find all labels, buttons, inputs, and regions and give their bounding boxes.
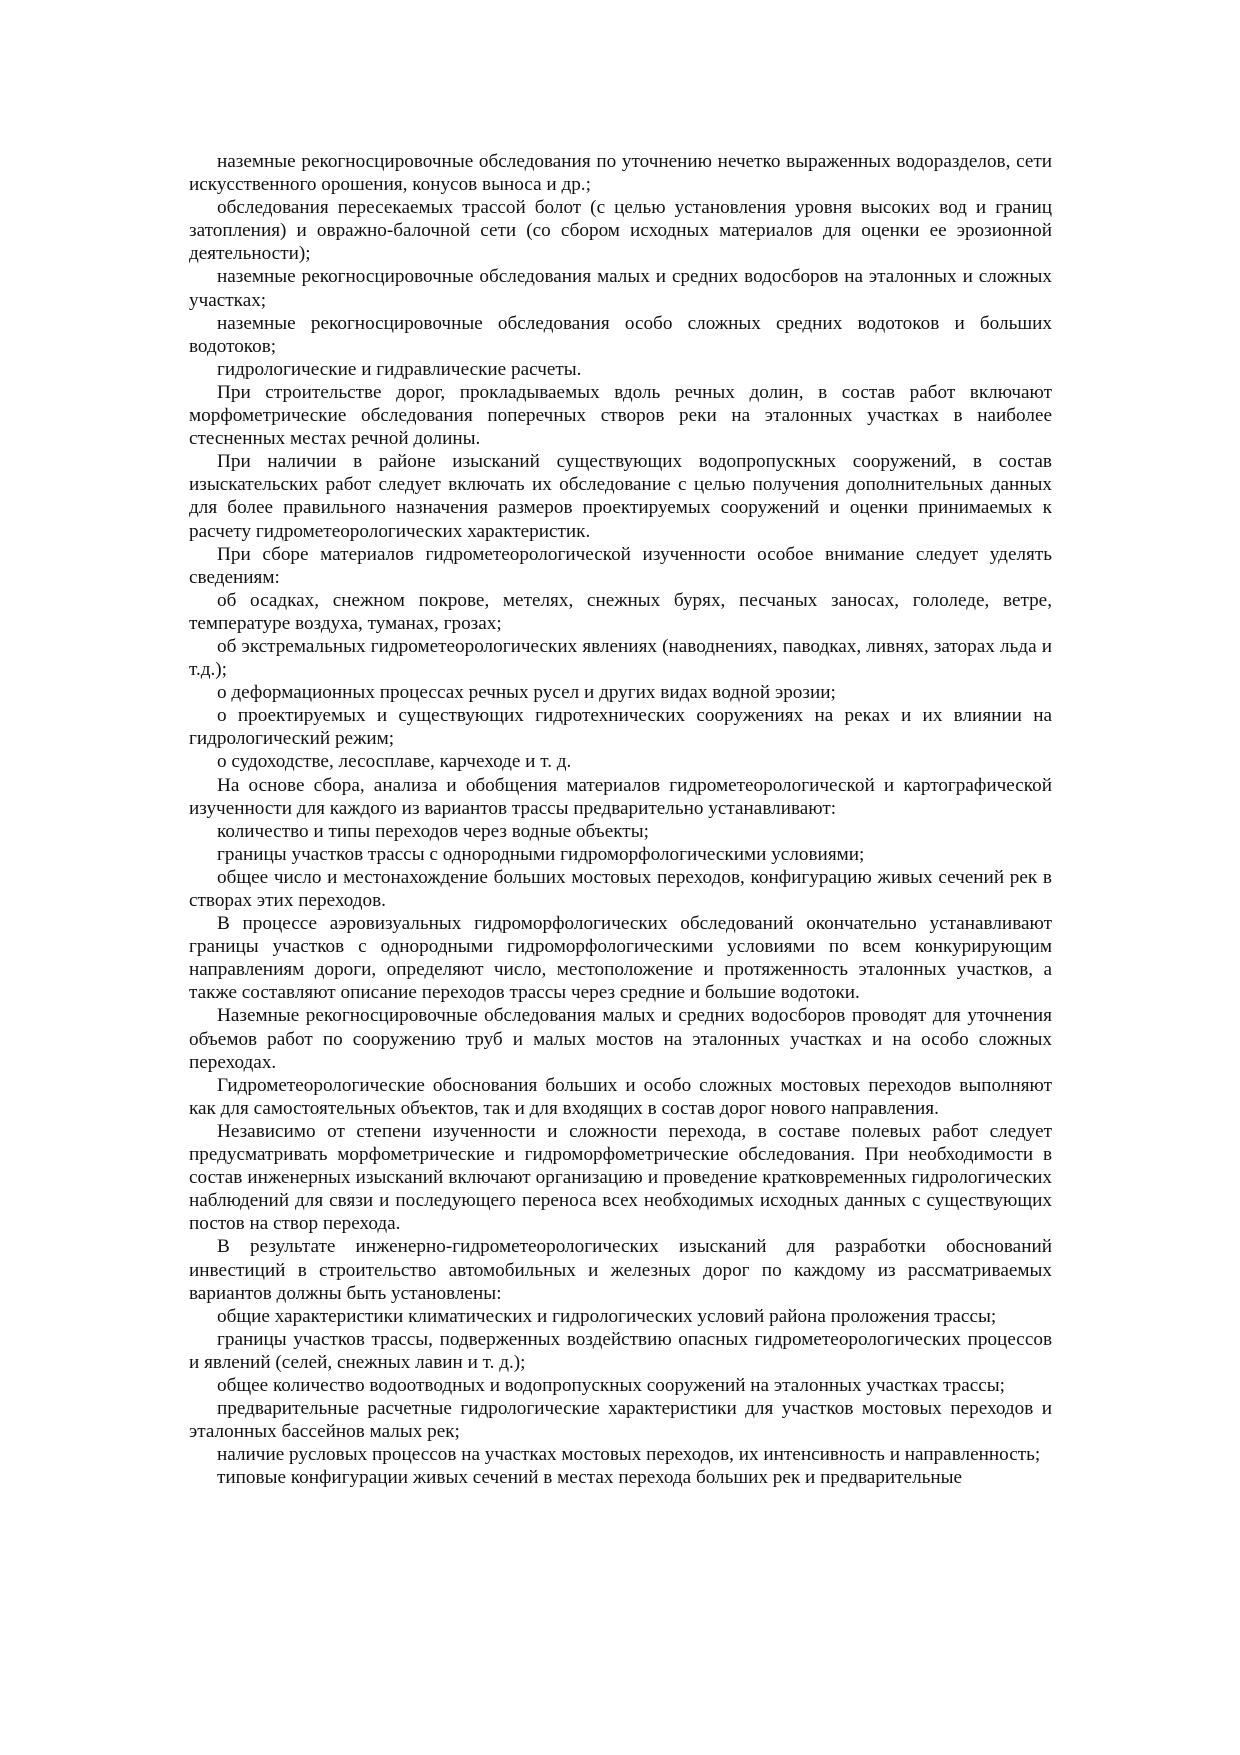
paragraph: предварительные расчетные гидрологические характеристики для участков мостовых переходов и эталонных бассейнов малых рек; [189, 1398, 1052, 1443]
paragraph: Гидрометеорологические обоснования больших и особо сложных мостовых переходов выполняют как для самостоятельных объектов, так и для входящих в состав дорог нового направления. [189, 1074, 1052, 1119]
paragraph: обследования пересекаемых трассой болот (с целью установления уровня высоких вод и границ затопления) и овражно-балочной сети (со сбором исходных материалов для оценки ее эрозионной деятельности); [189, 197, 1052, 265]
paragraph: Независимо от степени изученности и сложности перехода, в составе полевых работ следует предусматривать морфометрические и гидроморфометрические обследования. При необходимости в состав инженерных изысканий включают организацию и проведение кратковременных гидрологических наблюдений для связи и последующего переноса всех необходимых исходных данных с существующих постов на створ перехода. [189, 1120, 1052, 1235]
paragraph: наземные рекогносцировочные обследования по уточнению нечетко выраженных водоразделов, сети искусственного орошения, конусов выноса и др.; [189, 151, 1052, 196]
paragraph: наличие русловых процессов на участках мостовых переходов, их интенсивность и направленность; [217, 1444, 1041, 1466]
paragraph: общие характеристики климатических и гидрологических условий района проложения трассы; [217, 1305, 997, 1327]
paragraph: количество и типы переходов через водные объекты; [217, 820, 649, 842]
paragraph: об экстремальных гидрометеорологических явлениях (наводнениях, паводках, ливнях, заторах льда и т.д.); [189, 635, 1052, 681]
paragraph: о проектируемых и существующих гидротехнических сооружениях на реках и их влиянии на гидрологический режим; [189, 705, 1052, 750]
paragraph: При сборе материалов гидрометеорологической изученности особое внимание следует уделять сведениям: [189, 543, 1052, 588]
paragraph: В результате инженерно-гидрометеорологических изысканий для разработки обоснований инвестиций в строительство автомобильных и железных дорог по каждому из рассматриваемых вариантов должны быть установлены: [189, 1236, 1052, 1304]
paragraph: Наземные рекогносцировочные обследования малых и средних водосборов проводят для уточнения объемов работ по сооружению труб и малых мостов на эталонных участках и на особо сложных переходах. [189, 1005, 1052, 1073]
paragraph: гидрологические и гидравлические расчеты. [217, 358, 582, 380]
paragraph: границы участков трассы, подверженных воздействию опасных гидрометеорологических процессов и явлений (селей, снежных лавин и т. д.); [189, 1328, 1052, 1373]
paragraph: о деформационных процессах речных русел и других видах водной эрозии; [217, 682, 836, 704]
paragraph: границы участков трассы с однородными гидроморфологическими условиями; [217, 843, 865, 865]
paragraph: При наличии в районе изысканий существующих водопропускных сооружений, в состав изыскательских работ следует включать их обследование с целью получения дополнительных данных для более правильного назначения размеров проектируемых сооружений и оценки принимаемых к расчету гидрометеорологических характеристик. [189, 451, 1052, 542]
paragraph: о судоходстве, лесосплаве, карчеходе и т. д. [217, 751, 572, 773]
paragraph: об осадках, снежном покрове, метелях, снежных бурях, песчаных заносах, гололеде, ветре, температуре воздуха, туманах, грозах; [189, 589, 1052, 634]
paragraph: При строительстве дорог, прокладываемых вдоль речных долин, в состав работ включают морфометрические обследования поперечных створов реки на эталонных участках в наиболее стесненных местах речной долины. [189, 381, 1052, 450]
paragraph: На основе сбора, анализа и обобщения материалов гидрометеорологической и картографической изученности для каждого из вариантов трассы предварительно устанавливают: [189, 774, 1052, 819]
paragraph: В процессе аэровизуальных гидроморфологических обследований окончательно устанавливают границы участков с однородными гидроморфологическими условиями по всем конкурирующим направлениям дороги, определяют число, местоположение и протяженность эталонных участков, а также составляют описание переходов трассы через средние и большие водотоки. [189, 913, 1052, 1004]
paragraph: общее число и местонахождение больших мостовых переходов, конфигурацию живых сечений рек в створах этих переходов. [189, 866, 1052, 911]
paragraph: наземные рекогносцировочные обследования малых и средних водосборов на эталонных и сложных участках; [189, 266, 1052, 311]
paragraph: наземные рекогносцировочные обследования особо сложных средних водотоков и больших водотоков; [189, 312, 1052, 357]
paragraph: типовые конфигурации живых сечений в местах перехода больших рек и предварительные [217, 1467, 963, 1489]
paragraph: общее количество водоотводных и водопропускных сооружений на эталонных участках трассы; [217, 1374, 1005, 1396]
document-body [189, 150, 1052, 1489]
